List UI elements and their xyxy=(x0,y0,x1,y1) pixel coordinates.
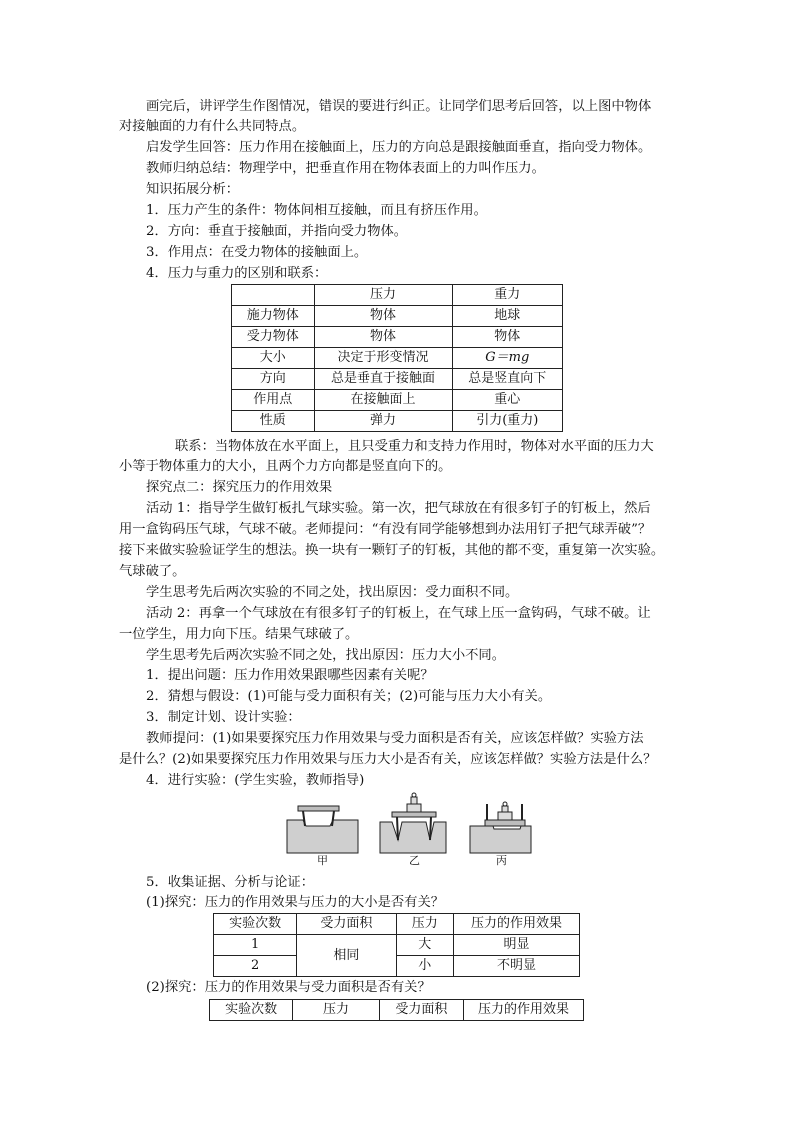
table-cell: 压力的作用效果 xyxy=(463,1000,583,1021)
text-line: 接下来做实验验证学生的想法。换一块有一颗钉子的钉板，其他的都不变，重复第一次实验。 xyxy=(119,543,665,558)
text-line: 活动 1：指导学生做钉板扎气球实验。第一次，把气球放在有很多钉子的钉板上，然后 xyxy=(146,501,651,516)
table-cell: 1 xyxy=(214,935,297,956)
table-cell: 实验次数 xyxy=(210,1000,293,1021)
text-line: 用一盒钩码压气球，气球不破。老师提问：“有没有同学能够想到办法用钉子把气球弄破”？ xyxy=(119,522,652,537)
text-line: 活动 2：再拿一个气球放在有很多钉子的钉板上，在气球上压一盒钩码，气球不破。让 xyxy=(146,606,651,621)
table-row xyxy=(232,411,563,432)
table-cell: 压力 xyxy=(396,914,454,935)
table-cell: 在接触面上 xyxy=(314,390,452,411)
text-line: 画完后，讲评学生作图情况，错误的要进行纠正。让同学们思考后回答，以上图中物体 xyxy=(146,99,652,114)
table-cell: 重力 xyxy=(452,285,562,306)
table-cell: 大小 xyxy=(232,348,315,369)
table-cell: G＝mg xyxy=(452,348,562,369)
table-cell: 弹力 xyxy=(314,411,452,432)
list-item: 5．收集证据、分析与论证： xyxy=(146,875,315,890)
text-line: 教师提问：(1)如果要探究压力作用效果与受力面积是否有关，应该怎样做？实验方法 xyxy=(146,731,644,746)
text-line: 一位学生，用力向下压。结果气球破了。 xyxy=(119,627,359,642)
table-cell: 总是竖直向下 xyxy=(452,369,562,390)
pressure-effect-table-2 xyxy=(209,999,584,1021)
table-cell: 总是垂直于接触面 xyxy=(314,369,452,390)
table-row xyxy=(232,369,563,390)
table-row xyxy=(232,327,563,348)
figure-jia xyxy=(287,806,358,853)
list-item: 1．压力产生的条件：物体间相互接触，而且有挤压作用。 xyxy=(146,203,487,218)
list-item: 4．进行实验：(学生实验，教师指导) xyxy=(146,773,365,788)
comparison-table xyxy=(231,284,563,432)
section-heading: 知识拓展分析： xyxy=(146,182,240,197)
text-line: 是什么？(2)如果要探究压力作用效果与压力大小是否有关，应该怎样做？实验方法是什么？ xyxy=(119,752,657,767)
figure-yi xyxy=(380,793,446,853)
table-cell: 方向 xyxy=(232,369,315,390)
table-cell: 相同 xyxy=(297,935,396,977)
table-cell: 小 xyxy=(396,956,454,977)
table-cell: 明显 xyxy=(454,935,580,956)
table-cell: 引力(重力) xyxy=(452,411,562,432)
table-row xyxy=(232,348,563,369)
table-cell xyxy=(232,285,315,306)
figure-label-bing: 丙 xyxy=(496,854,507,867)
table-cell: 作用点 xyxy=(232,390,315,411)
table-cell: 施力物体 xyxy=(232,306,315,327)
table-cell: 物体 xyxy=(314,306,452,327)
table-cell: 重心 xyxy=(452,390,562,411)
list-item: 3．作用点：在受力物体的接触面上。 xyxy=(146,245,368,260)
table-cell: 实验次数 xyxy=(214,914,297,935)
text-line: 对接触面的力有什么共同特点。 xyxy=(119,119,306,134)
table-header-row xyxy=(232,285,563,306)
text-line: 启发学生回答：压力作用在接触面上，压力的方向总是跟接触面垂直，指向受力物体。 xyxy=(146,140,652,155)
table-cell: 2 xyxy=(214,956,297,977)
table-cell: 性质 xyxy=(232,411,315,432)
table-cell: 不明显 xyxy=(454,956,580,977)
pressure-effect-table-1 xyxy=(213,913,580,977)
text-line: (1)探究：压力的作用效果与压力的大小是否有关？ xyxy=(146,895,445,910)
list-item: 4．压力与重力的区别和联系： xyxy=(146,266,328,281)
table-cell: 决定于形变情况 xyxy=(314,348,452,369)
table-row xyxy=(232,306,563,327)
list-item: 1．提出问题：压力作用效果跟哪些因素有关呢？ xyxy=(146,668,434,683)
text-line: 气球破了。 xyxy=(119,564,186,579)
table-cell: 受力面积 xyxy=(379,1000,463,1021)
table-cell: 压力的作用效果 xyxy=(454,914,580,935)
table-cell: 压力 xyxy=(293,1000,379,1021)
section-heading: 探究点二：探究压力的作用效果 xyxy=(146,480,333,495)
table-cell: 受力物体 xyxy=(232,327,315,348)
text-line: 小等于物体重力的大小，且两个力方向都是竖直向下的。 xyxy=(119,459,452,474)
list-item: 2．猜想与假设：(1)可能与受力面积有关；(2)可能与压力大小有关。 xyxy=(146,689,552,704)
table-row xyxy=(214,956,580,977)
table-cell: 受力面积 xyxy=(297,914,396,935)
table-cell: 物体 xyxy=(452,327,562,348)
figure-bing xyxy=(470,802,531,853)
table-header-row xyxy=(214,914,580,935)
list-item: 2．方向：垂直于接触面，并指向受力物体。 xyxy=(146,224,408,239)
table-row xyxy=(232,390,563,411)
table-cell: 物体 xyxy=(314,327,452,348)
list-item: 3．制定计划、设计实验： xyxy=(146,710,301,725)
text-line: 教师归纳总结：物理学中，把垂直作用在物体表面上的力叫作压力。 xyxy=(146,161,545,176)
text-line: (2)探究：压力的作用效果与受力面积是否有关？ xyxy=(146,980,431,995)
figure-label-jia: 甲 xyxy=(317,854,328,867)
table-cell: 大 xyxy=(396,935,454,956)
table-cell: 地球 xyxy=(452,306,562,327)
text-line: 学生思考先后两次实验的不同之处，找出原因：受力面积不同。 xyxy=(146,585,519,600)
table-row xyxy=(214,935,580,956)
text-line: 联系：当物体放在水平面上，且只受重力和支持力作用时，物体对水平面的压力大 xyxy=(175,439,654,454)
table-cell: 压力 xyxy=(314,285,452,306)
table-header-row xyxy=(210,1000,584,1021)
figure-label-yi: 乙 xyxy=(409,854,420,867)
text-line: 学生思考先后两次实验不同之处，找出原因：压力大小不同。 xyxy=(146,648,506,663)
